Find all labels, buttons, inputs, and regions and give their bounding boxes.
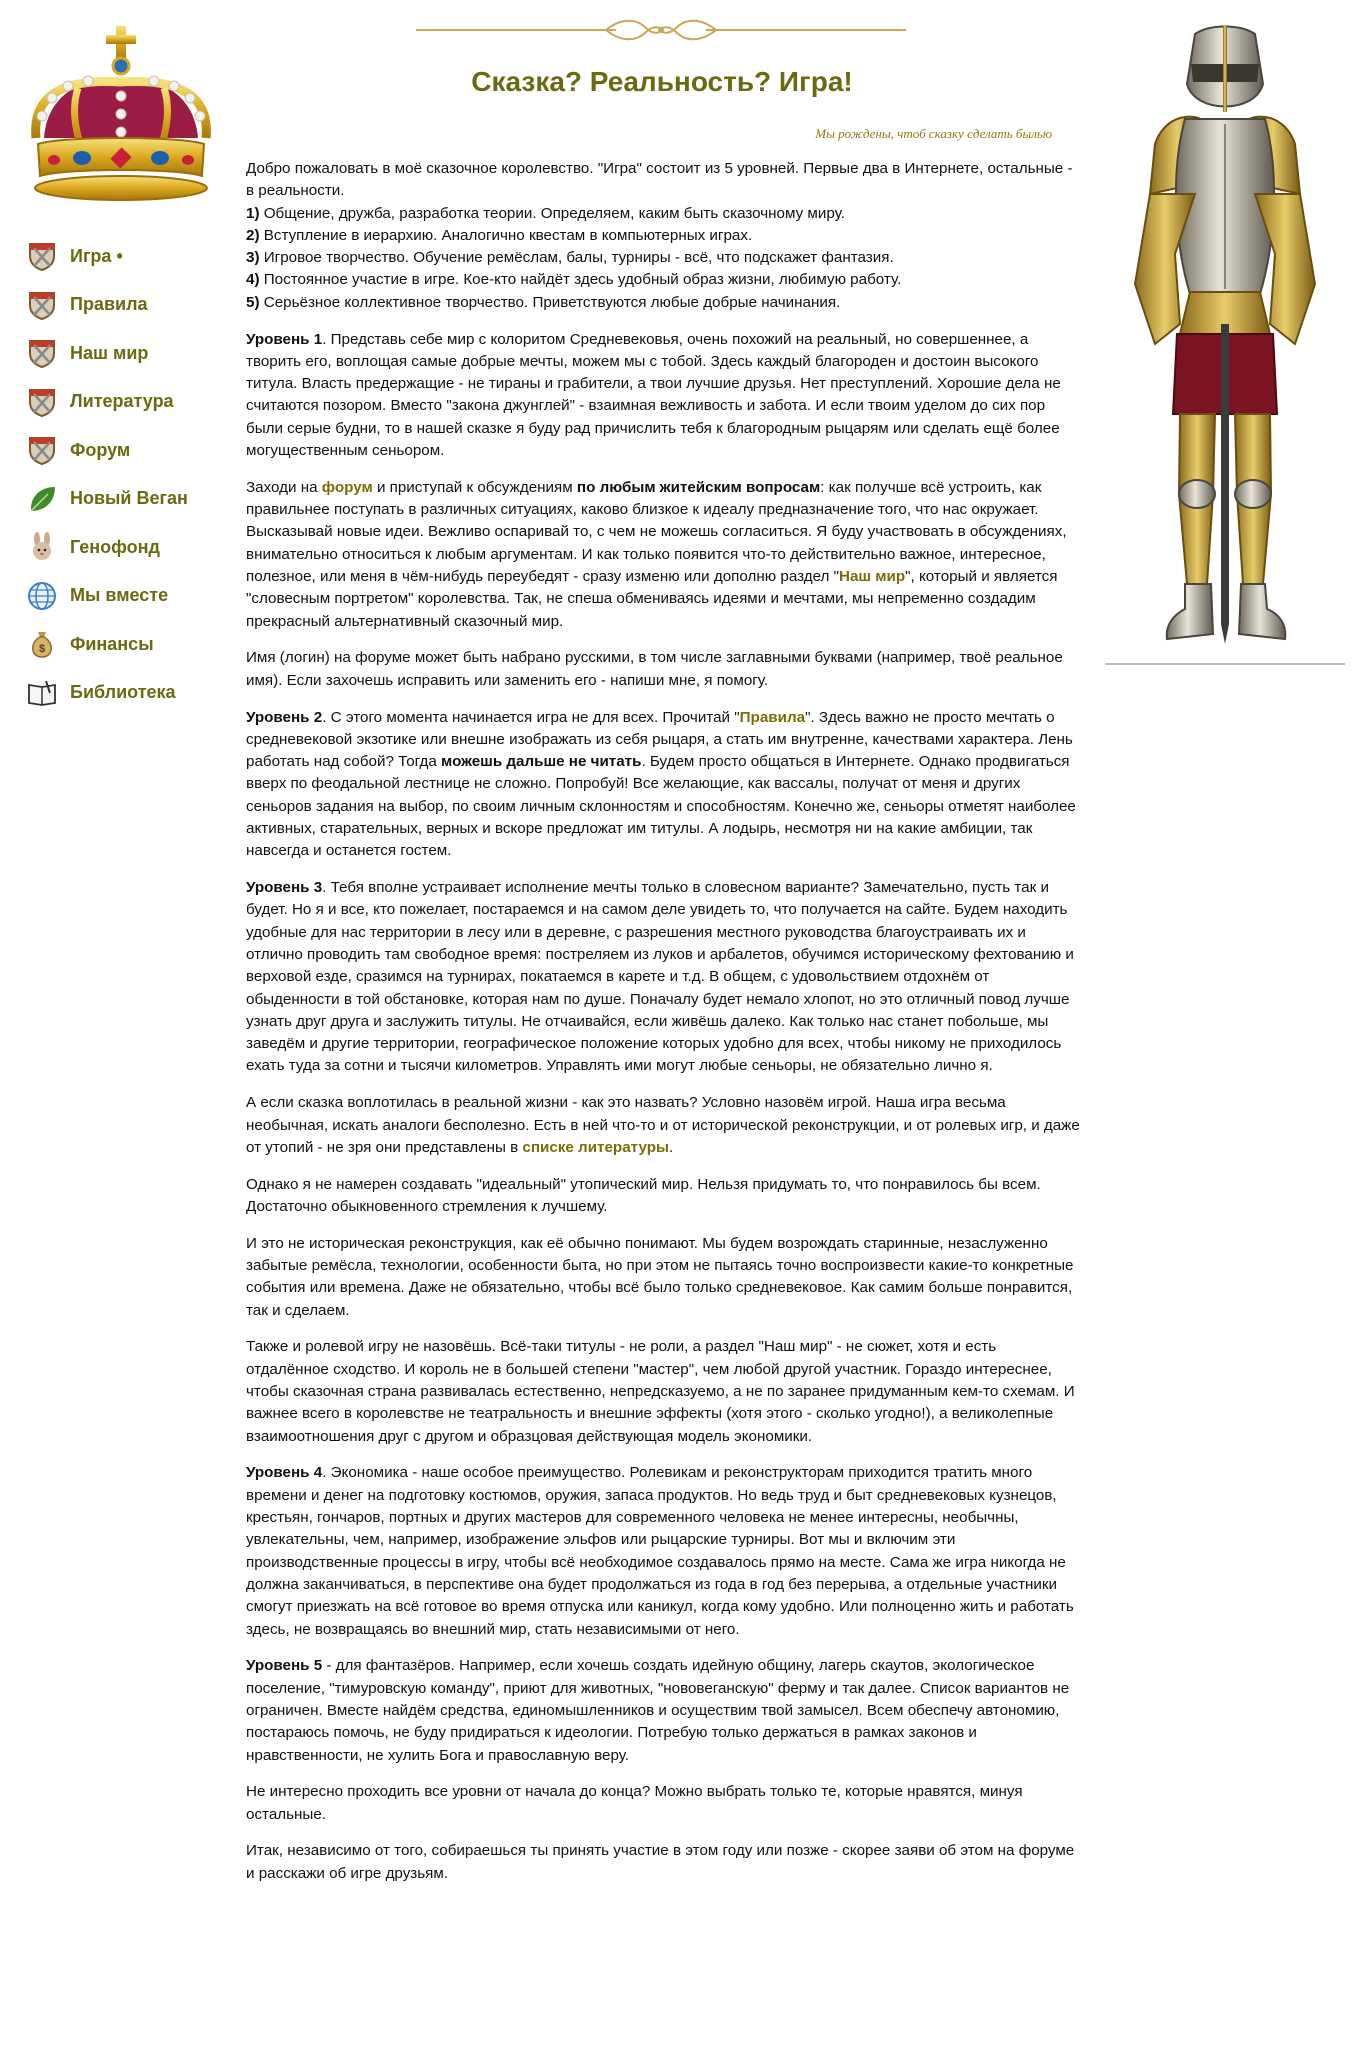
- nav-item-new-vegan[interactable]: [26, 475, 188, 524]
- list-item: [246, 225, 1082, 247]
- paragraph-text: ", который и является "словесным портретом" королевства. Так, не спеша обмениваясь идеями и мечтами, мы непременно создадим прекрасный альтернативный сказочный мир.: [246, 568, 1058, 630]
- shield-icon: [26, 386, 58, 418]
- level-label: Уровень 1: [246, 330, 323, 348]
- level-label: Уровень 2: [246, 708, 323, 726]
- level-2-paragraph: [246, 707, 1082, 863]
- book-icon: [26, 677, 58, 709]
- nav-item-library[interactable]: [26, 669, 188, 718]
- forum-link[interactable]: форум: [321, 478, 373, 496]
- nav-item-forum[interactable]: [26, 426, 188, 475]
- reconstruction-paragraph: И это не историческая реконструкция, как её обычно понимают. Мы будем возрождать старинные, незаслуженно забытые ремёсла, технологии, особенности быта, но при этом не пытаясь точно воспроизвести какие-то конкретные события или времена. Даже не обязательно, чтобы всё было только средневековое. Как самим больше понравится, так и сделаем.: [246, 1234, 1074, 1319]
- emphasis-text: можешь дальше не читать: [441, 753, 642, 771]
- intro-paragraph: Добро пожаловать в моё сказочное королевство. "Игра" состоит из 5 уровней. Первые два в Интернете, остальные - в реальности.: [246, 160, 1073, 200]
- ornament-divider-icon: [416, 18, 906, 42]
- nav-label[interactable]: Форум: [70, 439, 131, 460]
- paragraph-text: ". Здесь важно не просто мечтать о средневековой экзотике или внешне изображать из себя рыцаря, а стать им внутренне, качествами характера. Лень работать над собой? Тогда: [246, 708, 1073, 771]
- list-number: 1): [246, 204, 260, 222]
- paragraph-text: . Тебя вполне устраивает исполнение мечты только в словесном варианте? Замечательно, пусть так и будет. Но я и все, кто пожелает, постараемся и на самом деле увидеть то, что получается на сайте. Будем находить удобные для нас территории в лесу или в деревне, с разрешения местного руководства благоустраивать их и отлично проводить там свободное время: постреляем из луков и арбалетов, обучимся историческому фехтованию и верховой езде, сразимся на турнирах, покатаемся в карете и т.д. В общем, с удовольствием отдохнём от обыденности в той обстановке, которая нам по душе. Поначалу будет немало хлопот, но это отличный повод лучше узнать друг друга и заслужить титулы. Не отчаивайся, если живёшь далеко. Как только нас станет побольше, мы заведём и другие территории, географическое положение которых удобно для всех, чтобы никому не приходилось ехать туда за сотни и тысячи километров. Управлять ими могут любые сеньоры, не обязательно лично я.: [246, 879, 1074, 1075]
- list-number: 5): [246, 293, 260, 311]
- list-item: [246, 269, 1082, 291]
- list-item: [246, 247, 1082, 269]
- role-play-paragraph: Также и ролевой игру не назовёшь. Всё-таки титулы - не роли, а раздел "Наш мир" - не сюжет, хотя и есть отдалённое сходство. И король не в большей степени "мастер", чем любой другой участник. Гораздо интереснее, чтобы сказочная страна развивалась естественно, непредсказуемо, а не по заранее придуманным кем-то схемам. И важнее всего в королевстве не театральность и внешние эффекты (хотя этого - сколько угодно!), а великолепные взаимоотношения друг с другом и образцовая действующая модель экономики.: [246, 1338, 1075, 1445]
- nav-label[interactable]: Генофонд: [70, 536, 160, 557]
- level-label: Уровень 5: [246, 1657, 323, 1675]
- nav-label[interactable]: Игра •: [70, 245, 123, 266]
- nav-label[interactable]: Новый Веган: [70, 488, 188, 509]
- paragraph-text: : как получше всё устроить, как правильнее поступать в различных ситуациях, каково близкое к идеалу предназначение того, что нас окружает. Высказывай новые идеи. Вежливо оспаривай то, с чем не можешь согласиться. Я буду участвовать в обсуждениях, внимательно относиться к любым аргументам. И как только появится что-то действительно важное, интересное, полезное, или меня в чём-нибудь переубедят - сразу изменю или дополню раздел ": [246, 478, 1067, 586]
- paragraph-text: .: [668, 1138, 674, 1156]
- svg-text:$: $: [38, 643, 46, 656]
- forum-paragraph: [246, 477, 1082, 633]
- list-text: Игровое творчество. Обучение ремёслам, балы, турниры - всё, что подскажет фантазия.: [259, 249, 894, 267]
- list-number: 2): [246, 226, 260, 244]
- nav-item-finance[interactable]: [26, 620, 188, 669]
- shield-icon: [26, 289, 58, 321]
- shield-icon: [26, 240, 58, 272]
- nav-item-together[interactable]: [26, 572, 188, 621]
- main-content: [246, 158, 1082, 1899]
- paragraph-text: . С этого момента начинается игра не для всех. Прочитай ": [322, 708, 740, 726]
- crown-logo-icon[interactable]: [22, 26, 220, 206]
- paragraph-text: А если сказка воплотилась в реальной жизни - как это назвать? Условно назовём игрой. Наша игра весьма необычная, искать аналоги бесполезно. Есть в ней что-то и от исторической реконструкции, и от ролевых игр, и даже от утопий - не зря они представлены в: [246, 1094, 1080, 1156]
- page-title: Сказка? Реальность? Игра!: [471, 66, 853, 97]
- level-4-paragraph: [246, 1462, 1082, 1640]
- our-world-link[interactable]: Наш мир: [839, 568, 906, 586]
- nav-label[interactable]: Наш мир: [70, 342, 149, 363]
- main-navigation: [26, 232, 188, 717]
- final-paragraph: Итак, независимо от того, собираешься ты принять участие в этом году или позже - скорее заяви об этом на форуме и расскажи об игре друзьям.: [246, 1842, 1075, 1882]
- nav-item-genofond[interactable]: [26, 523, 188, 572]
- tale-paragraph: [246, 1092, 1082, 1159]
- nav-label[interactable]: Литература: [70, 391, 174, 412]
- leaf-icon: [26, 483, 58, 515]
- paragraph-text: - для фантазёров. Например, если хочешь создать идейную общину, лагерь скаутов, экологическое поселение, "тимуровскую команду", приют для животных, "нововеганскую" ферму и так далее. Список вариантов не ограничен. Вместе найдём средства, единомышленников и осуществим твой замысел. Всем обеспечу автономию, постараюсь помочь, не буду придираться к идеологии. Потребую только держаться в рамках законов и нравственности, не хулить Бога и православную веру.: [246, 1657, 1070, 1764]
- list-text: Вступление в иерархию. Аналогично квестам в компьютерных играх.: [259, 226, 753, 244]
- level-1-paragraph: [246, 329, 1082, 463]
- paragraph-text: . Будем просто общаться в Интернете. Однако продвигаться вверх по феодальной лестнице не сложно. Попробуй! Все желающие, как вассалы, получат от меня и других сеньоров задания на выбор, по своим личным склонностям и способностям. Конечно же, сеньоры отметят наиболее активных, старательных, верных и вскоре предложат им титулы. А лодырь, несмотря ни на какие амбиции, так навсегда и останется гостем.: [246, 753, 1076, 860]
- login-paragraph: Имя (логин) на форуме может быть набрано русскими, в том числе заглавными буквами (например, твоё реальное имя). Если захочешь исправить или заменить его - напиши мне, я помогу.: [246, 649, 1063, 689]
- nav-item-rules[interactable]: [26, 281, 188, 330]
- order-paragraph: Не интересно проходить все уровни от начала до конца? Можно выбрать только те, которые нравятся, минуя остальные.: [246, 1783, 1023, 1823]
- rabbit-icon: [26, 531, 58, 563]
- list-item: [246, 203, 1082, 225]
- list-text: Общение, дружба, разработка теории. Определяем, каким быть сказочному миру.: [259, 204, 845, 222]
- money-bag-icon: [26, 628, 58, 660]
- literature-list-link[interactable]: списке литературы: [522, 1138, 669, 1156]
- nav-item-game[interactable]: [26, 232, 188, 281]
- level-3-paragraph: [246, 877, 1082, 1078]
- nav-label[interactable]: Мы вместе: [70, 585, 169, 606]
- paragraph-text: и приступай к обсуждениям: [372, 478, 577, 496]
- ideal-paragraph: Однако я не намерен создавать "идеальный" утопический мир. Нельзя придумать то, что понравилось бы всем. Достаточно обыкновенного стремления к лучшему.: [246, 1175, 1041, 1215]
- paragraph-text: . Представь себе мир с колоритом Средневековья, очень похожий на реальный, но совершеннее, а творить его, воплощая самые добрые мечты, можем мы с тобой. Здесь каждый благороден и достоин высокого титула. Власть предержащие - не тираны и грабители, а твои лучшие друзья. Нет преступлений. Хорошие дела не считаются позором. Вместо "закона джунглей" - взаимная вежливость и забота. И если твоим уделом до сих пор были серые будни, то в нашей сказке я буду рад причислить тебя к благородным рыцарям или сделать ещё более могущественным сеньором.: [246, 330, 1061, 460]
- paragraph-text: . Экономика - наше особое преимущество. Ролевикам и реконструкторам приходится тратить много времени и денег на подготовку костюмов, оружия, запаса продуктов. Но ведь труд и быт средневековых кузнецов, крестьян, гончаров, портных и других мастеров для современного человека не менее интересны, необычны, увлекательны, чем, например, изображение эльфов или рыцарские турниры. Вот мы и включим эти производственные процессы в игру, чтобы всё необходимое создавалось прямо на месте. Сама же игра никогда не должна заканчиваться, в перспективе она будет продолжаться из года в год без перерыва, а отдельные участники смогут приезжать на всё готовое во время отпуска или каникул, когда кому удобно. Или полноценно жить и работать здесь, не возвращаясь во внешний мир, стать независимыми от него.: [246, 1464, 1074, 1638]
- paragraph-text: Заходи на: [246, 478, 322, 496]
- knight-armor-icon: [1095, 24, 1355, 666]
- nav-label[interactable]: Правила: [70, 294, 148, 315]
- rules-link[interactable]: Правила: [739, 708, 806, 726]
- list-number: 4): [246, 271, 260, 289]
- level-label: Уровень 3: [246, 879, 323, 897]
- nav-label[interactable]: Библиотека: [70, 682, 176, 703]
- nav-item-our-world[interactable]: [26, 329, 188, 378]
- list-item: [246, 292, 1082, 314]
- list-text: Серьёзное коллективное творчество. Приветствуются любые добрые начинания.: [259, 293, 841, 311]
- nav-label[interactable]: Финансы: [70, 633, 154, 654]
- globe-icon: [26, 580, 58, 612]
- emphasis-text: по любым житейским вопросам: [576, 478, 821, 496]
- level-5-paragraph: [246, 1655, 1082, 1766]
- list-text: Постоянное участие в игре. Кое-кто найдёт здесь удобный образ жизни, любимую работу.: [259, 271, 902, 289]
- level-label: Уровень 4: [246, 1464, 323, 1482]
- page-motto: Мы рождены, чтоб сказку сделать былью: [815, 126, 1052, 141]
- shield-icon: [26, 337, 58, 369]
- nav-item-literature[interactable]: [26, 378, 188, 427]
- shield-icon: [26, 434, 58, 466]
- list-number: 3): [246, 249, 260, 267]
